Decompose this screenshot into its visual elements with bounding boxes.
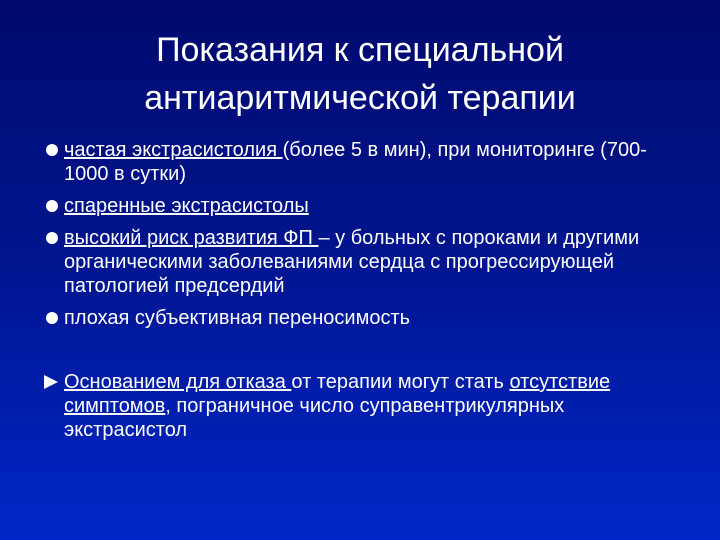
- conclusion-text-1: от терапии могут стать: [291, 371, 510, 393]
- slide-title: [0, 26, 720, 122]
- arrow-bullet-icon: [44, 375, 58, 389]
- title-line-2: антиаритмической терапии: [144, 79, 576, 117]
- list-item: [42, 306, 682, 330]
- list-item: [42, 194, 682, 218]
- list-item: [42, 138, 682, 186]
- bullet-icon: [46, 144, 58, 156]
- item-text: плохая субъективная переносимость: [64, 307, 411, 329]
- bullet-icon: [46, 312, 58, 324]
- item-underlined-text: спаренные экстрасистолы: [64, 195, 309, 217]
- conclusion-underlined-1: Основанием для отказа: [64, 371, 292, 393]
- item-text: (более 5 в мин), при мониторинге (700-1000 в сутки): [64, 139, 647, 185]
- title-line-1: Показания к специальной: [156, 31, 564, 69]
- list-item: [42, 226, 682, 298]
- conclusion-underlined-2: отсутствие симптомов: [64, 371, 611, 417]
- conclusion-text-2: , пограничное число суправентрикулярных экстрасистол: [64, 395, 565, 441]
- item-underlined-text: высокий риск развития ФП: [64, 227, 319, 249]
- item-text: – у больных с пороками и другими органическими заболеваниями сердца с прогрессирующей патологией предсердий: [64, 227, 640, 297]
- slide-content: [42, 138, 682, 442]
- bullet-icon: [46, 232, 58, 244]
- conclusion-item: [42, 370, 682, 442]
- bullet-icon: [46, 200, 58, 212]
- item-underlined-text: частая экстрасистолия: [64, 139, 283, 161]
